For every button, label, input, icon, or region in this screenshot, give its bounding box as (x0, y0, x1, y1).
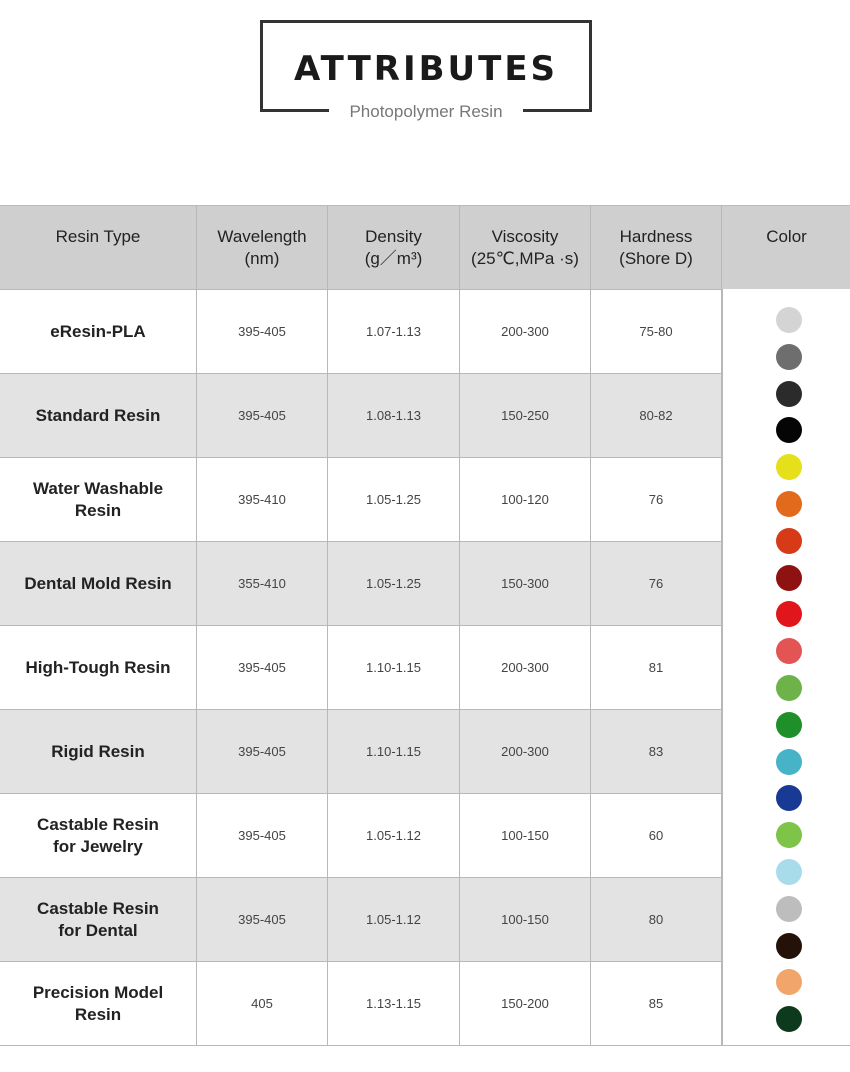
cell-wavelength: 395-405 (197, 626, 328, 709)
cell-wavelength: 395-410 (197, 458, 328, 541)
column-header-color: Color (766, 227, 807, 246)
table-header-row (0, 206, 850, 290)
color-swatch (776, 1006, 802, 1032)
cell-wavelength: 395-405 (197, 794, 328, 877)
page-title: ATTRIBUTES (293, 49, 559, 89)
cell-resin-type: Standard Resin (0, 374, 197, 457)
color-swatch (776, 565, 802, 591)
cell-viscosity: 100-150 (460, 794, 591, 877)
color-swatch (776, 454, 802, 480)
color-swatch (776, 969, 802, 995)
cell-viscosity: 150-250 (460, 374, 591, 457)
cell-density: 1.08-1.13 (328, 374, 460, 457)
cell-density: 1.05-1.25 (328, 458, 460, 541)
cell-resin-type: Water Washable Resin (0, 458, 197, 541)
cell-density: 1.10-1.15 (328, 626, 460, 709)
color-swatch (776, 675, 802, 701)
color-swatch (776, 749, 802, 775)
color-swatch (776, 785, 802, 811)
cell-viscosity: 200-300 (460, 710, 591, 793)
cell-hardness: 76 (591, 458, 722, 541)
color-swatch (776, 896, 802, 922)
cell-wavelength: 395-405 (197, 374, 328, 457)
color-swatch (776, 307, 802, 333)
cell-viscosity: 100-150 (460, 878, 591, 961)
column-header-wavelength: Wavelength (nm) (197, 206, 328, 289)
color-swatch (776, 822, 802, 848)
cell-viscosity: 200-300 (460, 626, 591, 709)
cell-resin-type: Castable Resin for Dental (0, 878, 197, 961)
column-header-density: Density (g／m³) (328, 206, 460, 289)
color-swatch (776, 528, 802, 554)
cell-viscosity: 200-300 (460, 290, 591, 373)
column-header-viscosity: Viscosity (25℃,MPa ·s) (460, 206, 591, 289)
color-swatch (776, 859, 802, 885)
cell-density: 1.05-1.12 (328, 794, 460, 877)
color-swatch (776, 491, 802, 517)
column-header-resin-type: Resin Type (0, 206, 197, 289)
cell-hardness: 83 (591, 710, 722, 793)
cell-resin-type: eResin-PLA (0, 290, 197, 373)
cell-density: 1.13-1.15 (328, 962, 460, 1045)
cell-resin-type: Precision Model Resin (0, 962, 197, 1045)
cell-wavelength: 395-405 (197, 710, 328, 793)
cell-hardness: 85 (591, 962, 722, 1045)
color-swatch (776, 638, 802, 664)
color-swatch-column (722, 289, 850, 1046)
cell-wavelength: 395-405 (197, 878, 328, 961)
column-header-hardness: Hardness (Shore D) (591, 206, 722, 289)
cell-hardness: 81 (591, 626, 722, 709)
cell-hardness: 75-80 (591, 290, 722, 373)
cell-density: 1.10-1.15 (328, 710, 460, 793)
cell-wavelength: 355-410 (197, 542, 328, 625)
cell-hardness: 60 (591, 794, 722, 877)
color-swatch (776, 381, 802, 407)
color-swatch (776, 601, 802, 627)
cell-wavelength: 395-405 (197, 290, 328, 373)
cell-resin-type: Rigid Resin (0, 710, 197, 793)
color-swatch (776, 933, 802, 959)
cell-hardness: 80-82 (591, 374, 722, 457)
cell-hardness: 80 (591, 878, 722, 961)
color-swatch (776, 344, 802, 370)
cell-resin-type: High-Tough Resin (0, 626, 197, 709)
cell-viscosity: 100-120 (460, 458, 591, 541)
cell-resin-type: Castable Resin for Jewelry (0, 794, 197, 877)
color-swatch (776, 712, 802, 738)
cell-viscosity: 150-200 (460, 962, 591, 1045)
cell-hardness: 76 (591, 542, 722, 625)
title-box (260, 20, 592, 112)
color-swatch (776, 417, 802, 443)
page-subtitle: Photopolymer Resin (329, 102, 523, 122)
cell-viscosity: 150-300 (460, 542, 591, 625)
cell-resin-type: Dental Mold Resin (0, 542, 197, 625)
cell-density: 1.05-1.12 (328, 878, 460, 961)
cell-density: 1.05-1.25 (328, 542, 460, 625)
cell-wavelength: 405 (197, 962, 328, 1045)
cell-density: 1.07-1.13 (328, 290, 460, 373)
